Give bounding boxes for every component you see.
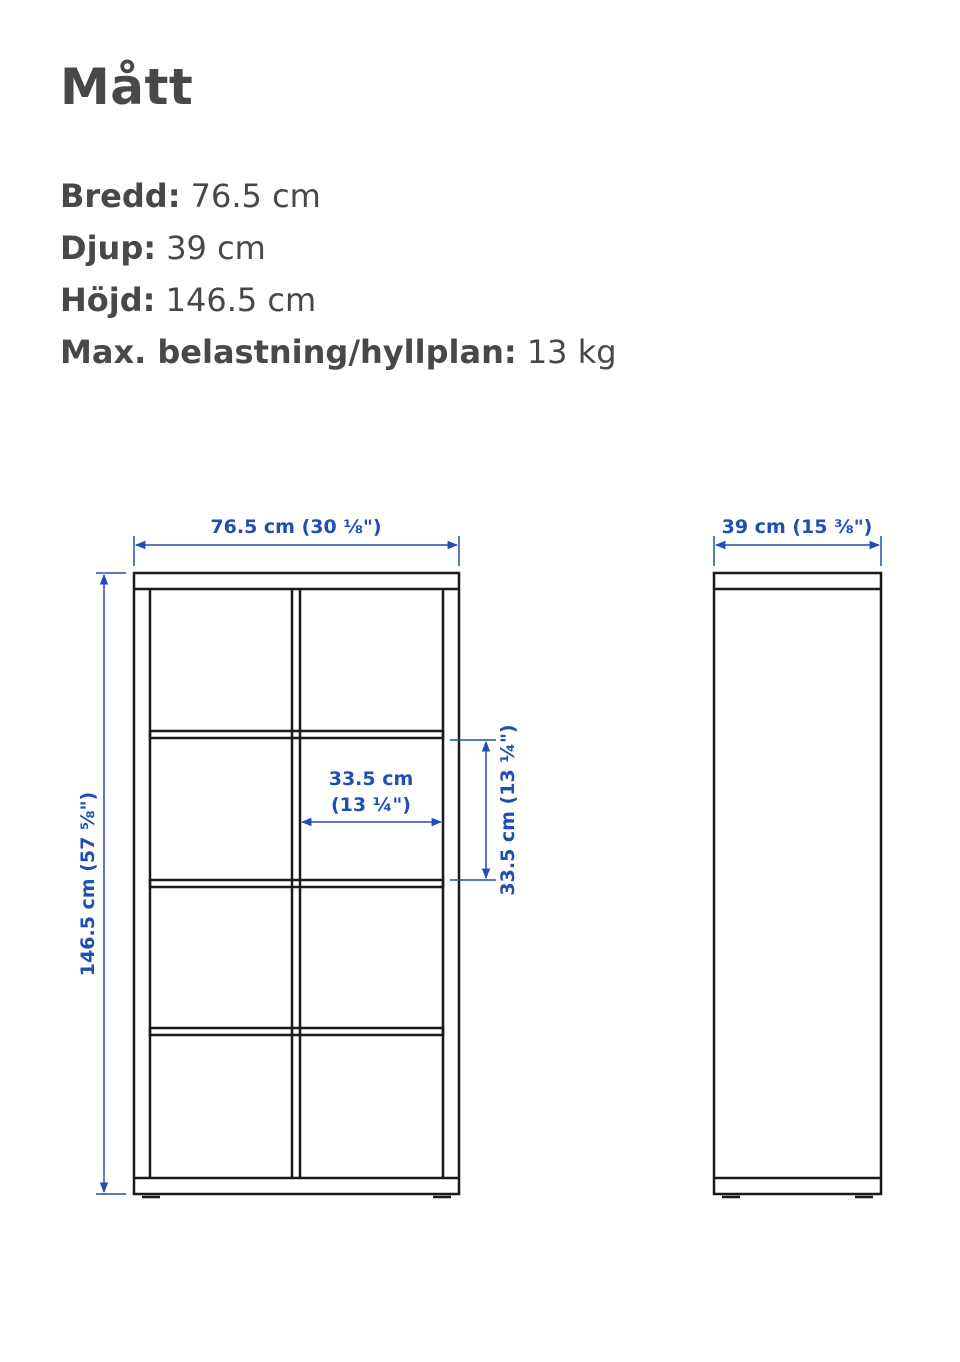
shelf	[150, 880, 443, 887]
shelf	[150, 731, 443, 738]
front-view-shelf	[134, 573, 459, 1197]
side-view-shelf	[714, 573, 881, 1197]
spec-label: Max. belastning/hyllplan:	[60, 333, 517, 371]
front-outline	[134, 573, 459, 1194]
shelf	[150, 1028, 443, 1035]
compartment-width-label-line2: (13 ¼")	[331, 794, 411, 816]
spec-label: Höjd:	[60, 281, 156, 319]
compartment-width-label-line1: 33.5 cm	[328, 768, 414, 790]
spec-value: 76.5 cm	[190, 177, 321, 215]
page-title: Mått	[60, 58, 194, 116]
spec-label: Djup:	[60, 229, 157, 267]
width-label: 76.5 cm (30 ⅛")	[210, 516, 382, 538]
depth-label: 39 cm (15 ⅜")	[721, 516, 873, 538]
spec-value: 39 cm	[166, 229, 266, 267]
side-outline	[714, 573, 881, 1194]
compartment-height-label: 33.5 cm (13 ¼")	[497, 724, 519, 896]
height-label: 146.5 cm (57 ⅝")	[77, 791, 99, 977]
spec-label: Bredd:	[60, 177, 181, 215]
spec-value: 146.5 cm	[165, 281, 317, 319]
spec-value: 13 kg	[526, 333, 617, 371]
